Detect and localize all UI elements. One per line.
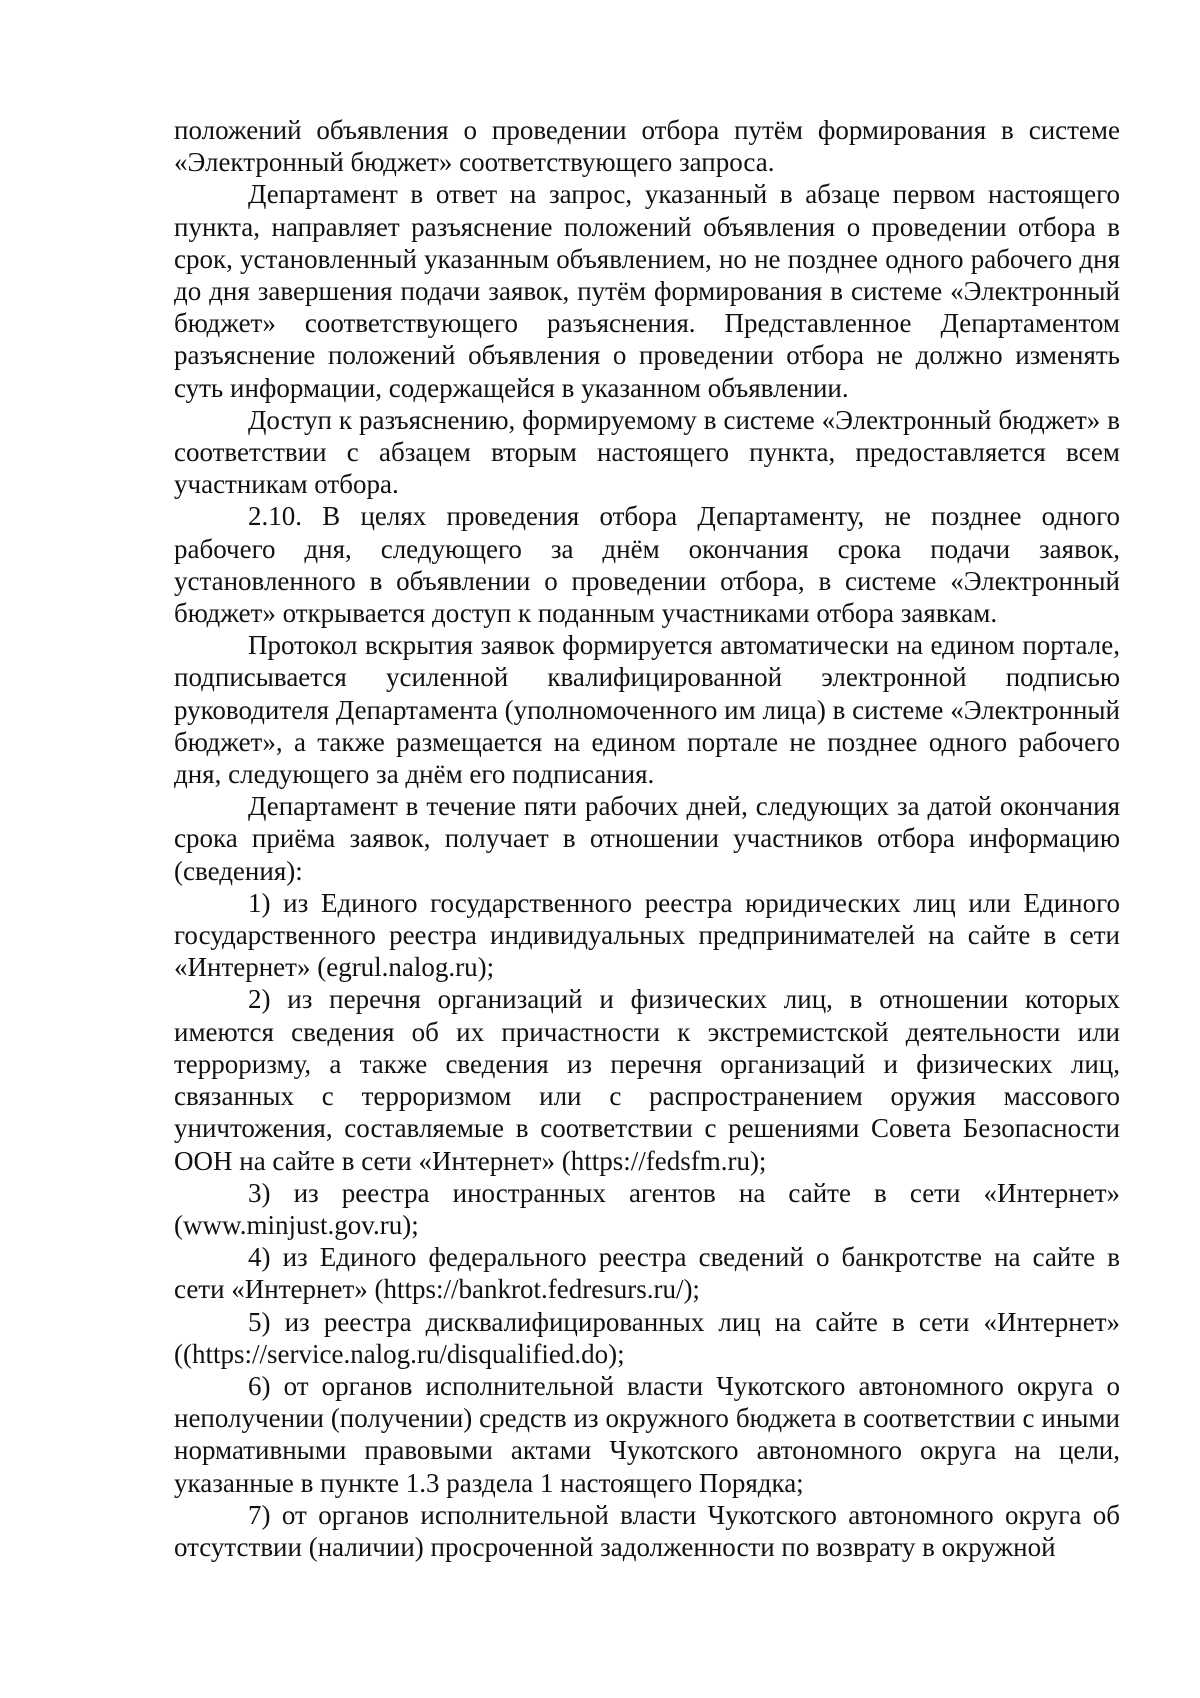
paragraph-2-10: 2.10. В целях проведения отбора Департаменту, не позднее одного рабочего дня, следующего за днём окончания срока подачи заявок, установленного в объявлении о проведении отбора, в системе «Электронный бюджет» открывается доступ к поданным участниками отбора заявкам. <box>174 501 1120 629</box>
paragraph-opening-protocol: Протокол вскрытия заявок формируется автоматически на едином портале, подписывается усиленной квалифицированной электронной подписью руководителя Департамента (уполномоченного им лица) в системе «Электронный бюджет», а также размещается на едином портале не позднее одного рабочего дня, следующего за днём его подписания. <box>174 630 1120 790</box>
paragraph-continuation: положений объявления о проведении отбора путём формирования в системе «Электронный бюджет» соответствующего запроса. <box>174 115 1120 178</box>
list-item-6: 6) от органов исполнительной власти Чукотского автономного округа о неполучении (получении) средств из окружного бюджета в соответствии с иными нормативными правовыми актами Чукотского автономного округа на цели, указанные в пункте 1.3 раздела 1 настоящего Порядка; <box>174 1370 1120 1498</box>
paragraph-information-request: Департамент в течение пяти рабочих дней, следующих за датой окончания срока приёма заявок, получает в отношении участников отбора информацию (сведения): <box>174 791 1120 886</box>
list-item-5: 5) из реестра дисквалифицированных лиц на сайте в сети «Интернет» ((https://service.nalog.ru/disqualified.do); <box>174 1306 1120 1369</box>
list-item-7: 7) от органов исполнительной власти Чукотского автономного округа об отсутствии (наличии) просроченной задолженности по возврату в окружной <box>174 1499 1120 1562</box>
paragraph-clarification-access: Доступ к разъяснению, формируемому в системе «Электронный бюджет» в соответствии с абзацем вторым настоящего пункта, предоставляется всем участникам отбора. <box>174 404 1120 500</box>
list-item-2: 2) из перечня организаций и физических лиц, в отношении которых имеются сведения об их причастности к экстремистской деятельности или терроризму, а также сведения из перечня организаций и физических лиц, связанных с терроризмом или с распространением оружия массового уничтожения, составляемые в соответствии с решениями Совета Безопасности ООН на сайте в сети «Интернет» (https://fedsfm.ru); <box>174 984 1120 1176</box>
list-item-4: 4) из Единого федерального реестра сведений о банкротстве на сайте в сети «Интернет» (https://bankrot.fedresurs.ru/); <box>174 1242 1120 1305</box>
list-item-3: 3) из реестра иностранных агентов на сайте в сети «Интернет» (www.minjust.gov.ru); <box>174 1177 1120 1240</box>
list-item-1: 1) из Единого государственного реестра юридических лиц или Единого государственного реестра индивидуальных предпринимателей на сайте в сети «Интернет» (egrul.nalog.ru); <box>174 887 1120 983</box>
document-body <box>174 114 1120 1563</box>
paragraph-clarification-response: Департамент в ответ на запрос, указанный в абзаце первом настоящего пункта, направляет разъяснение положений объявления о проведении отбора в срок, установленный указанным объявлением, но не позднее одного рабочего дня до дня завершения подачи заявок, путём формирования в системе «Электронный бюджет» соответствующего разъяснения. Представленное Департаментом разъяснение положений объявления о проведении отбора не должно изменять суть информации, содержащейся в указанном объявлении. <box>174 179 1120 403</box>
